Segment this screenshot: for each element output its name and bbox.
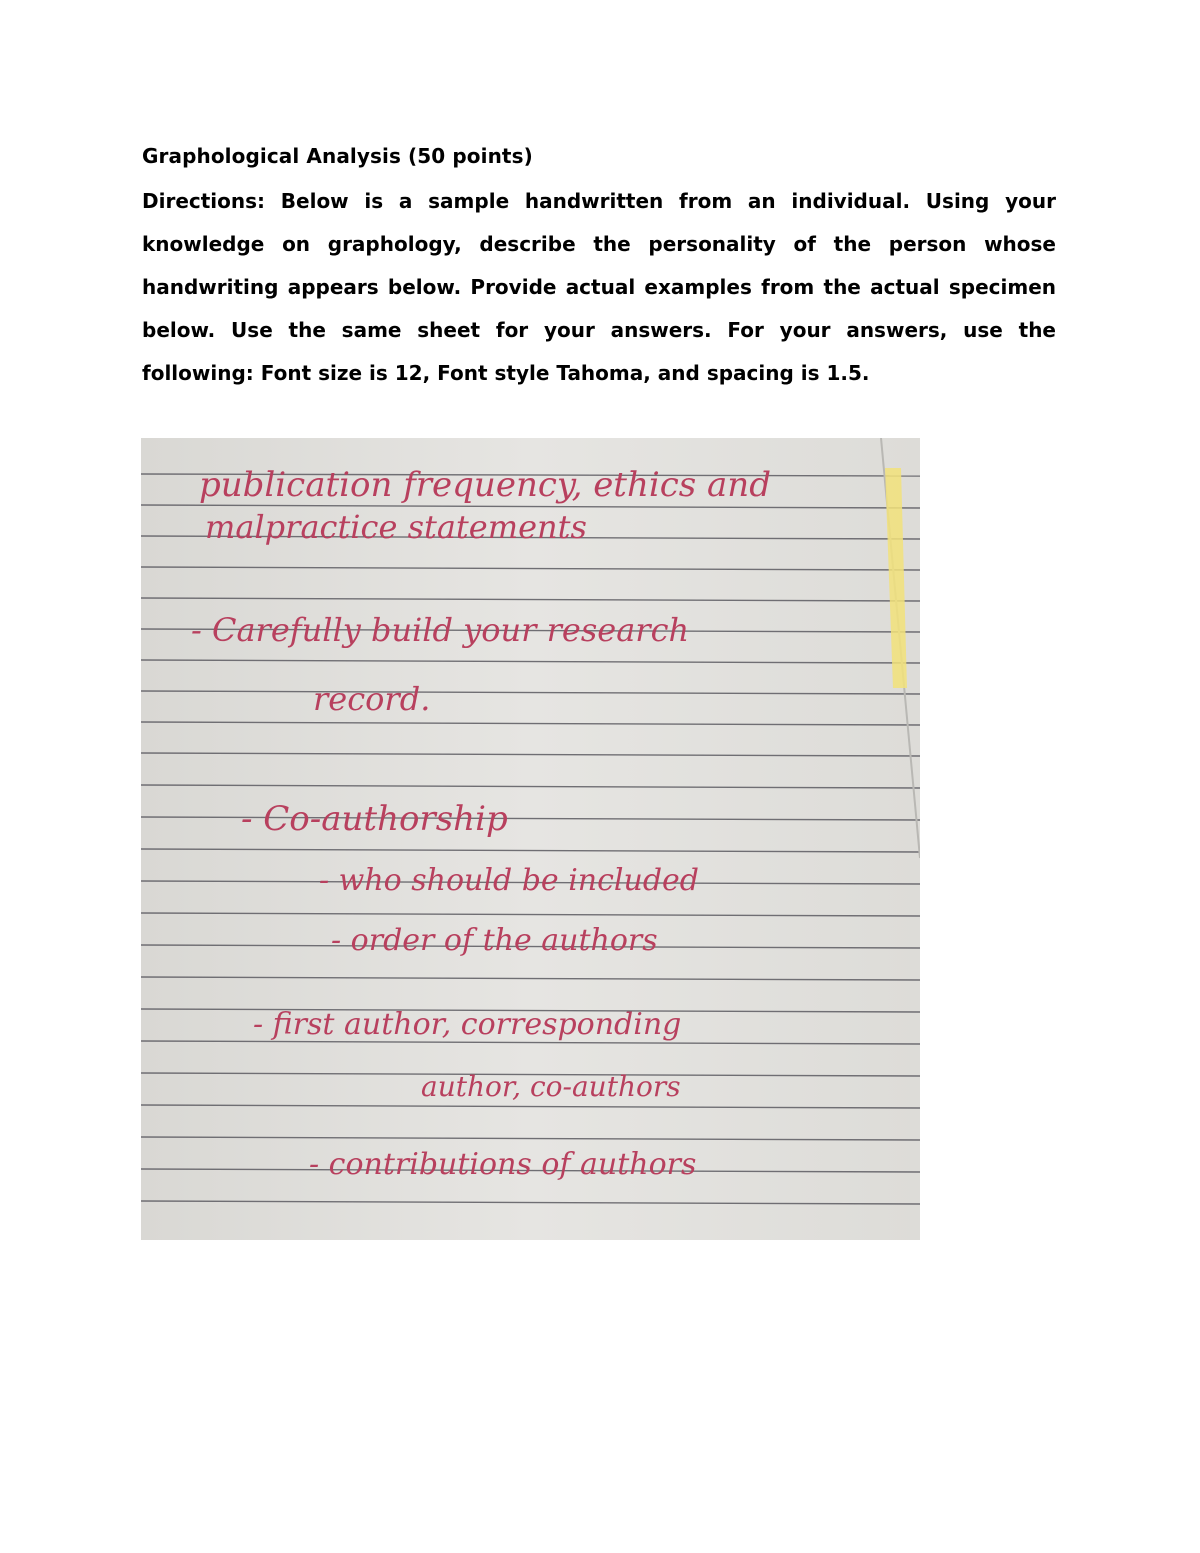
hw-line-3: - Carefully build your research xyxy=(191,611,690,649)
hw-line-6: - who should be included xyxy=(319,863,699,898)
paper-background xyxy=(141,438,920,1240)
notebook-page xyxy=(141,438,920,1240)
hw-line-1: publication frequency, ethics and xyxy=(199,465,771,505)
hw-line-2: malpractice statements xyxy=(205,508,587,546)
hw-line-8: - first author, corresponding xyxy=(253,1007,682,1042)
page-title: Graphological Analysis (50 points) xyxy=(142,144,533,168)
handwriting-specimen xyxy=(141,438,920,1240)
hw-line-10: - contributions of authors xyxy=(309,1147,697,1182)
hw-line-4: record. xyxy=(313,680,431,718)
hw-line-5: - Co-authorship xyxy=(241,799,508,839)
directions-paragraph: Directions: Below is a sample handwritten from an individual. Using your knowledge on graphology, describe the personality of the person whose handwriting appears below. Provide actual examples from the actual specimen below. Use the same sheet for your answers. For your answers, use the following: Font size is 12, Font style Tahoma, and spacing is 1.5. xyxy=(142,189,1056,385)
hw-line-9: author, co-authors xyxy=(421,1070,681,1103)
hw-line-7: - order of the authors xyxy=(331,923,658,958)
